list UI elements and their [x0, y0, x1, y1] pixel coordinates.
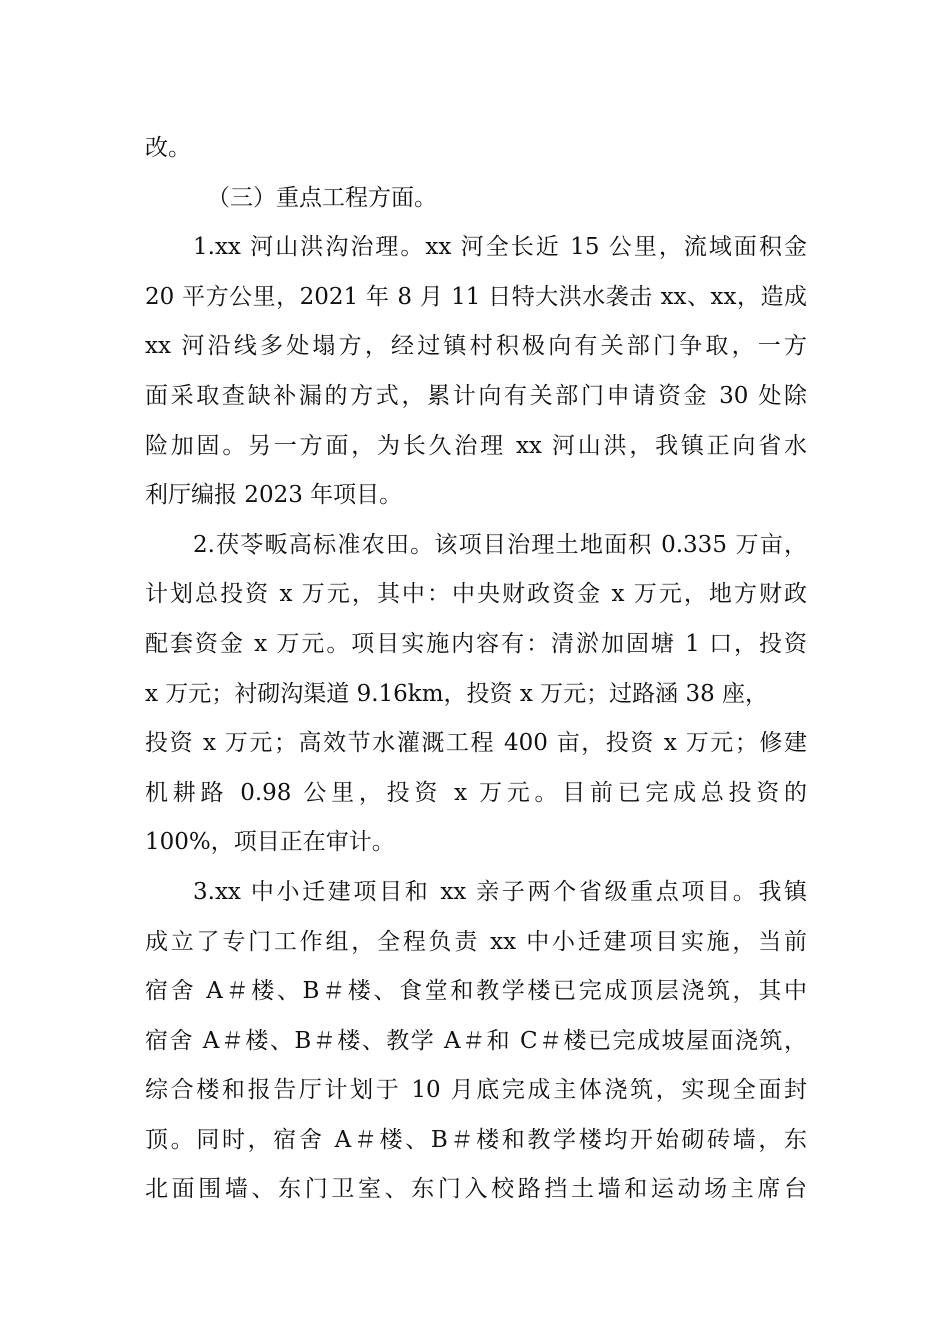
text-line: 100%，项目正在审计。	[145, 829, 395, 856]
text-line: 面采取查缺补漏的方式，累计向有关部门申请资金 30 处除	[145, 382, 807, 409]
text-line: 综合楼和报告厅计划于 10 月底完成主体浇筑，实现全面封	[145, 1077, 807, 1104]
text-line: 北面围墙、东门卫室、东门入校路挡土墙和运动场主席台	[145, 1176, 807, 1203]
text-line: 配套资金 x 万元。项目实施内容有：清淤加固塘 1 口，投资	[145, 630, 807, 657]
text-line: 宿舍 A＃楼、B＃楼、食堂和教学楼已完成顶层浇筑，其中	[145, 978, 807, 1005]
text-line: 宿舍 A＃楼、B＃楼、教学 A＃和 C＃楼已完成坡屋面浇筑，	[145, 1027, 807, 1054]
text-line: 成立了专门工作组，全程负责 xx 中小迁建项目实施，当前	[145, 928, 807, 955]
text-line: 3.xx 中小迁建项目和 xx 亲子两个省级重点项目。我镇	[193, 878, 807, 905]
section-heading: （三）重点工程方面。	[207, 184, 437, 211]
text-line: x 万元；衬砌沟渠道 9.16km，投资 x 万元；过路涵 38 座，	[145, 680, 769, 707]
text-line: xx 河沿线多处塌方，经过镇村积极向有关部门争取，一方	[145, 333, 807, 360]
text-line: 2.茯苓畈高标准农田。该项目治理土地面积 0.335 万亩，	[193, 531, 807, 558]
text-line: 机耕路 0.98 公里，投资 x 万元。目前已完成总投资的	[145, 779, 807, 806]
text-line: 利厅编报 2023 年项目。	[145, 482, 403, 509]
text-line: 改。	[145, 135, 191, 161]
text-line: 险加固。另一方面，为长久治理 xx 河山洪，我镇正向省水	[145, 432, 807, 459]
text-line: 投资 x 万元；高效节水灌溉工程 400 亩，投资 x 万元；修建	[145, 730, 807, 757]
text-line: 顶。同时，宿舍 A＃楼、B＃楼和教学楼均开始砌砖墙，东	[145, 1126, 807, 1153]
document-body	[145, 124, 807, 1215]
text-line: 1.xx 河山洪沟治理。xx 河全长近 15 公里，流域面积金	[193, 234, 807, 261]
text-line: 20 平方公里，2021 年 8 月 11 日特大洪水袭击 xx、xx，造成	[145, 283, 807, 310]
text-line: 计划总投资 x 万元，其中：中央财政资金 x 万元，地方财政	[145, 581, 807, 608]
